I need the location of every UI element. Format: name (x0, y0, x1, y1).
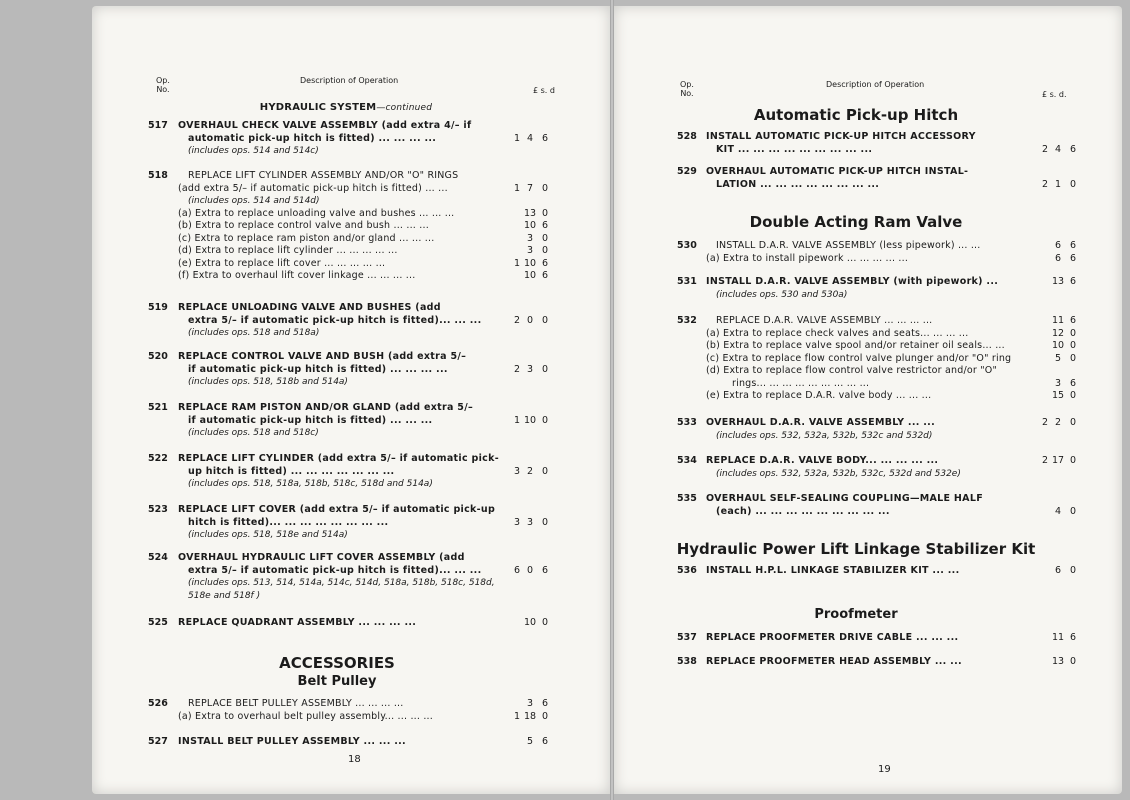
price-pence: 0 (1069, 352, 1077, 364)
price-shillings: 3 (526, 698, 534, 709)
price-pence: 6 (1069, 276, 1077, 287)
page-number-left: 18 (348, 754, 361, 765)
price-pence: 0 (541, 414, 549, 426)
price-shillings: 5 (526, 736, 534, 747)
price (1040, 315, 1080, 326)
op-number: 527 (148, 736, 168, 747)
price-pence: 0 (1069, 340, 1077, 351)
section-title: Hydraulic Power Lift Linkage Stabilizer Kit (676, 540, 1036, 558)
price-pence: 0 (541, 465, 549, 477)
price-shillings: 10 (523, 257, 537, 269)
op-no-header-line: No. (156, 85, 170, 94)
price-pounds: 2 (1041, 455, 1049, 466)
entry-line: (includes ops. 518, 518e and 514a) (188, 530, 348, 540)
price (1040, 565, 1080, 576)
price-pence: 6 (541, 270, 549, 281)
op-no-header-line: No. (680, 89, 694, 98)
op-number: 528 (677, 131, 697, 142)
price (512, 315, 552, 326)
op-number: 529 (677, 166, 697, 177)
price-shillings: 17 (1051, 455, 1065, 466)
op-number: 520 (148, 351, 168, 362)
entry-line: extra 5/– if automatic pick-up hitch is fitted)... ... ... (188, 314, 482, 326)
entry-line: OVERHAUL HYDRAULIC LIFT COVER ASSEMBLY (add (178, 552, 465, 563)
price-pence: 0 (1069, 455, 1077, 466)
price-pounds: 1 (513, 414, 521, 426)
entry-line: (includes ops. 532, 532a, 532b, 532c and 532d) (716, 430, 933, 441)
right-page (614, 6, 1122, 794)
price (1040, 144, 1080, 155)
entry-line: OVERHAUL D.A.R. VALVE ASSEMBLY ... ... (706, 417, 935, 428)
section-title-hydraulic: HYDRAULIC SYSTEM—continued (259, 102, 433, 113)
currency-header: £ s. d (533, 86, 555, 95)
op-number: 524 (148, 552, 168, 563)
section-title: Double Acting Ram Valve (749, 213, 963, 231)
op-no-header (680, 80, 694, 98)
entry-line: (c) Extra to replace flow control valve plunger and/or "O" ring (706, 352, 1012, 364)
entry-line: automatic pick-up hitch is fitted) ... ... ... ... (188, 132, 437, 144)
price-shillings: 6 (1054, 252, 1062, 264)
entry-line: if automatic pick-up hitch is fitted) ... ... ... (188, 414, 433, 426)
entry-line: REPLACE PROOFMETER HEAD ASSEMBLY ... ... (706, 656, 962, 667)
entry-line: (b) Extra to replace control valve and bush ... ... ... (178, 220, 429, 231)
price-pounds: 6 (513, 564, 521, 576)
price-pounds: 1 (513, 710, 521, 722)
price-shillings: 13 (523, 207, 537, 219)
price-pence: 6 (1069, 240, 1077, 251)
price-shillings: 10 (1051, 340, 1065, 351)
price (512, 517, 552, 528)
price (1040, 328, 1080, 339)
entry-line: REPLACE BELT PULLEY ASSEMBLY ... ... ... ... (188, 698, 404, 709)
entry-line: OVERHAUL SELF-SEALING COUPLING—MALE HALF (706, 493, 983, 504)
section-title: Automatic Pick-up Hitch (753, 106, 959, 124)
price-shillings: 15 (1051, 390, 1065, 401)
price-shillings: 10 (523, 414, 537, 426)
price-shillings: 11 (1051, 632, 1065, 643)
price-pence: 6 (541, 736, 549, 747)
price (1040, 632, 1080, 643)
price (512, 133, 552, 144)
price-pence: 0 (1069, 656, 1077, 667)
price-pounds: 2 (513, 314, 521, 326)
price-shillings: 3 (526, 245, 534, 256)
price-pence: 0 (1069, 417, 1077, 428)
price-pence: 0 (541, 207, 549, 219)
entry-line: INSTALL BELT PULLEY ASSEMBLY ... ... ... (178, 736, 406, 747)
price-shillings: 3 (526, 363, 534, 375)
entry-line: REPLACE CONTROL VALVE AND BUSH (add extra 5/– (178, 351, 467, 362)
entry-line: INSTALL H.P.L. LINKAGE STABILIZER KIT ... ... (706, 565, 960, 576)
entry-line: (add extra 5/– if automatic pick-up hitch is fitted) ... ... (178, 182, 448, 194)
op-number: 536 (677, 565, 697, 576)
entry-line: (includes ops. 514 and 514c) (188, 146, 319, 156)
entry-line: REPLACE D.A.R. VALVE ASSEMBLY ... ... ... ... (716, 315, 933, 326)
op-number: 538 (677, 656, 697, 667)
price (512, 565, 552, 576)
price (1040, 656, 1080, 667)
op-number: 534 (677, 455, 697, 466)
price-pence: 6 (541, 220, 549, 231)
price-pence: 0 (541, 182, 549, 194)
entry-line: if automatic pick-up hitch is fitted) ... ... ... ... (188, 363, 448, 375)
entry-line: extra 5/– if automatic pick-up hitch is fitted)... ... ... (188, 564, 482, 576)
price-pence: 6 (541, 132, 549, 144)
price-shillings: 12 (1051, 327, 1065, 339)
price-shillings: 10 (523, 617, 537, 628)
price-pounds: 1 (513, 257, 521, 269)
price (1040, 253, 1080, 264)
price (512, 245, 552, 256)
entry-line: 518e and 518f ) (188, 590, 261, 601)
price (1040, 340, 1080, 351)
entry-line: KIT ... ... ... ... ... ... ... ... ... (716, 143, 873, 155)
price (512, 220, 552, 231)
section-title: Proofmeter (814, 607, 898, 622)
entry-line: REPLACE PROOFMETER DRIVE CABLE ... ... ... (706, 632, 959, 643)
price (512, 183, 552, 194)
price-pence: 0 (541, 363, 549, 375)
price (512, 270, 552, 281)
entry-line: (each) ... ... ... ... ... ... ... ... ... (716, 505, 890, 517)
price-pence: 0 (541, 516, 549, 528)
currency-header: £ s. d. (1042, 90, 1067, 99)
entry-line: (a) Extra to install pipework ... ... ... ... ... (706, 252, 909, 264)
entry-line: REPLACE LIFT CYLINDER ASSEMBLY AND/OR "O" RINGS (188, 170, 459, 181)
price (1040, 179, 1080, 190)
price-shillings: 4 (1054, 143, 1062, 155)
price-pounds: 1 (513, 132, 521, 144)
entry-line: (a) Extra to overhaul belt pulley assembly... ... ... ... (178, 710, 433, 722)
entry-line: (b) Extra to replace valve spool and/or retainer oil seals... ... (706, 340, 1005, 351)
price-shillings: 6 (1054, 240, 1062, 251)
price-pence: 0 (541, 314, 549, 326)
price (1040, 276, 1080, 287)
price-pounds: 3 (513, 465, 521, 477)
price-pounds: 2 (1041, 143, 1049, 155)
price-shillings: 11 (1051, 315, 1065, 326)
price-shillings: 2 (526, 465, 534, 477)
description-header: Description of Operation (826, 80, 925, 89)
price-shillings: 6 (1054, 565, 1062, 576)
price-pence: 0 (1069, 565, 1077, 576)
price-shillings: 4 (526, 132, 534, 144)
price-pounds: 3 (513, 516, 521, 528)
price-shillings: 7 (526, 182, 534, 194)
entry-line: (c) Extra to replace ram piston and/or gland ... ... ... (178, 232, 435, 244)
op-no-header-line: Op. (680, 80, 694, 89)
entry-line: OVERHAUL AUTOMATIC PICK-UP HITCH INSTAL- (706, 166, 969, 177)
left-page (92, 6, 610, 794)
entry-line: (includes ops. 530 and 530a) (716, 289, 848, 300)
price (512, 711, 552, 722)
price-pence: 0 (1069, 178, 1077, 190)
op-number: 533 (677, 417, 697, 428)
entry-line: REPLACE LIFT COVER (add extra 5/– if automatic pick-up (178, 504, 496, 515)
price (1040, 353, 1080, 364)
price-shillings: 18 (523, 710, 537, 722)
price-shillings: 13 (1051, 276, 1065, 287)
op-number: 525 (148, 617, 168, 628)
entry-line: up hitch is fitted) ... ... ... ... ... ... ... (188, 465, 395, 477)
price-pence: 6 (1069, 143, 1077, 155)
description-header: Description of Operation (300, 76, 399, 85)
price-shillings: 3 (526, 232, 534, 244)
op-number: 537 (677, 632, 697, 643)
price (1040, 240, 1080, 251)
entry-line: (includes ops. 532, 532a, 532b, 532c, 532d and 532e) (716, 468, 961, 479)
entry-line: INSTALL D.A.R. VALVE ASSEMBLY (less pipework) ... ... (716, 240, 981, 251)
entry-line: INSTALL D.A.R. VALVE ASSEMBLY (with pipework) ... (706, 276, 999, 287)
price-pounds: 2 (1041, 417, 1049, 428)
price (512, 617, 552, 628)
entry-line: REPLACE UNLOADING VALVE AND BUSHES (add (178, 302, 441, 313)
price (1040, 506, 1080, 517)
entry-line: REPLACE QUADRANT ASSEMBLY ... ... ... ... (178, 617, 417, 628)
price-shillings: 0 (526, 564, 534, 576)
entry-line: rings... ... ... ... ... ... ... ... ... (732, 377, 870, 389)
entry-line: INSTALL AUTOMATIC PICK-UP HITCH ACCESSORY (706, 131, 976, 142)
price (512, 698, 552, 709)
price-shillings: 4 (1054, 505, 1062, 517)
entry-line: (includes ops. 513, 514, 514a, 514c, 514d, 518a, 518b, 518c, 518d, (188, 578, 495, 588)
entry-line: (includes ops. 518 and 518a) (188, 328, 320, 338)
price (1040, 390, 1080, 401)
op-number: 535 (677, 493, 697, 504)
price (512, 364, 552, 375)
entry-line: (includes ops. 518, 518a, 518b, 518c, 518d and 514a) (188, 479, 433, 489)
entry-line: (includes ops. 518, 518b and 514a) (188, 377, 348, 387)
price-shillings: 10 (523, 220, 537, 231)
entry-line: (d) Extra to replace flow control valve restrictor and/or "O" (706, 365, 998, 376)
price-pence: 6 (1069, 315, 1077, 326)
price (1040, 455, 1080, 466)
price-pence: 0 (1069, 390, 1077, 401)
price (512, 736, 552, 747)
price-pence: 0 (541, 617, 549, 628)
op-number: 517 (148, 120, 168, 131)
price-pounds: 2 (513, 363, 521, 375)
price-pounds: 2 (1041, 178, 1049, 190)
price-shillings: 10 (523, 270, 537, 281)
entry-line: (f) Extra to overhaul lift cover linkage ... ... ... ... (178, 270, 416, 281)
entry-line: (e) Extra to replace lift cover ... ... ... ... ... (178, 257, 386, 269)
price (1040, 378, 1080, 389)
price-shillings: 2 (1054, 417, 1062, 428)
price-pence: 6 (1069, 377, 1077, 389)
op-number: 521 (148, 402, 168, 413)
price-pence: 6 (1069, 252, 1077, 264)
price-pence: 6 (1069, 632, 1077, 643)
entry-line: (a) Extra to replace unloading valve and bushes ... ... ... (178, 207, 455, 219)
page-number-right: 19 (878, 764, 891, 775)
price-pence: 0 (1069, 505, 1077, 517)
price (512, 258, 552, 269)
entry-line: (e) Extra to replace D.A.R. valve body ... ... ... (706, 390, 932, 401)
price (512, 233, 552, 244)
price-pence: 0 (541, 245, 549, 256)
op-number: 530 (677, 240, 697, 251)
price-pence: 0 (1069, 327, 1077, 339)
entry-line: REPLACE LIFT CYLINDER (add extra 5/– if automatic pick- (178, 453, 499, 464)
price-shillings: 0 (526, 314, 534, 326)
price-shillings: 1 (1054, 178, 1062, 190)
price-pence: 6 (541, 698, 549, 709)
op-number: 523 (148, 504, 168, 515)
entry-line: REPLACE D.A.R. VALVE BODY... ... ... ... ... (706, 455, 939, 466)
op-number: 522 (148, 453, 168, 464)
price-pence: 6 (541, 564, 549, 576)
price-shillings: 3 (526, 516, 534, 528)
entry-line: REPLACE RAM PISTON AND/OR GLAND (add extra 5/– (178, 402, 474, 413)
op-number: 519 (148, 302, 168, 313)
price-shillings: 13 (1051, 656, 1065, 667)
price (1040, 417, 1080, 428)
price-pence: 6 (541, 257, 549, 269)
op-number: 531 (677, 276, 697, 287)
entry-line: (d) Extra to replace lift cylinder ... ... ... ... ... (178, 245, 398, 256)
entry-line: LATION ... ... ... ... ... ... ... ... (716, 178, 880, 190)
entry-line: OVERHAUL CHECK VALVE ASSEMBLY (add extra 4/– if (178, 120, 472, 131)
price (512, 208, 552, 219)
op-number: 526 (148, 698, 168, 709)
op-number: 518 (148, 170, 168, 181)
price (512, 466, 552, 477)
op-no-header-line: Op. (156, 76, 170, 85)
price-pounds: 1 (513, 182, 521, 194)
entry-line: (includes ops. 518 and 518c) (188, 428, 319, 438)
entry-line: (a) Extra to replace check valves and seats... ... ... ... (706, 327, 969, 339)
price (512, 415, 552, 426)
entry-line: hitch is fitted)... ... ... ... ... ... ... ... (188, 516, 389, 528)
op-no-header (156, 76, 170, 94)
price-shillings: 3 (1054, 377, 1062, 389)
belt-pulley-title: Belt Pulley (297, 674, 377, 689)
price-pence: 0 (541, 232, 549, 244)
accessories-title: ACCESSORIES (279, 654, 395, 672)
price-shillings: 5 (1054, 352, 1062, 364)
entry-line: (includes ops. 514 and 514d) (188, 196, 320, 206)
price-pence: 0 (541, 710, 549, 722)
op-number: 532 (677, 315, 697, 326)
